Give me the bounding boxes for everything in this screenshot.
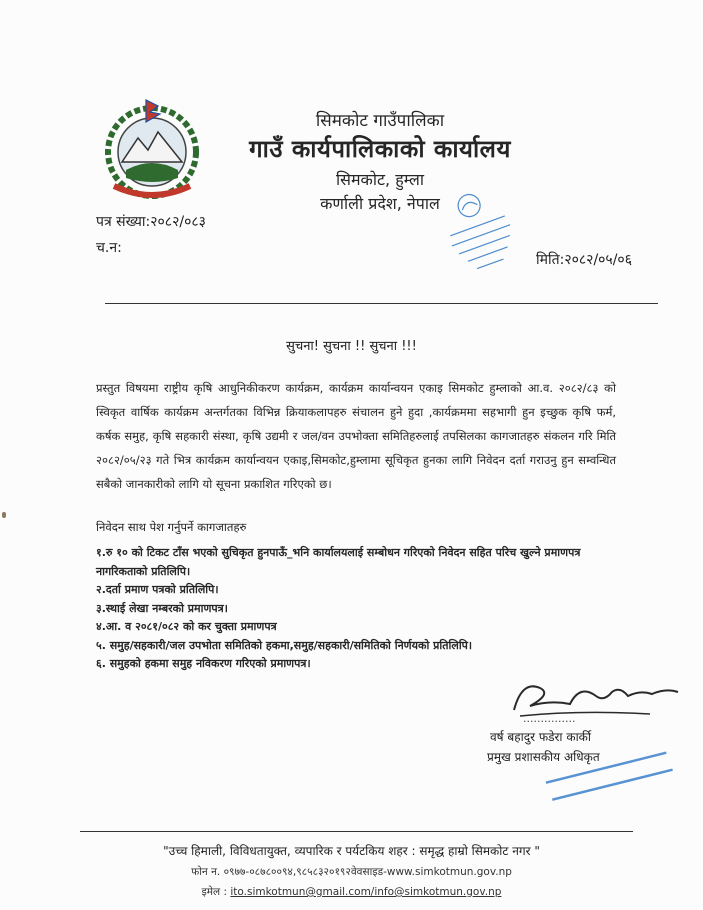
- list-item: ६. समुहको हकमा समुह नविकरण गरिएको प्रमाणपत्र।: [96, 657, 311, 670]
- municipality-name: सिमकोट गाउँपालिका: [315, 111, 445, 131]
- signature-line: ...............: [523, 712, 576, 725]
- nepal-emblem-icon: [96, 92, 208, 204]
- list-item: ४.आ. व २०८१/०८२ को कर चुक्ता प्रमाणपत्र: [96, 620, 277, 633]
- office-title: गाउँ कार्यपालिकाको कार्यालय: [249, 135, 511, 163]
- list-item: ५. समुह/सहकारी/जल उपभोता समितिको हकमा,समुह/सहकारी/समितिको निर्णयको प्रतिलिपि।: [96, 638, 473, 652]
- footer-slogan: "उच्च हिमाली, विविधतायुक्त, व्यपारिक र पर्यटकिय शहर : समृद्ध हाम्रो सिमकोट नगर ": [163, 844, 540, 858]
- footer-divider: [80, 831, 633, 832]
- documents-list: [96, 544, 616, 674]
- signatory-title: प्रमुख प्रशासकीय अधिकृत: [487, 750, 600, 764]
- office-address: सिमकोट, हुम्ला: [336, 170, 424, 189]
- province-line: कर्णाली प्रदेश, नेपाल: [320, 194, 440, 213]
- scan-mark: [2, 512, 6, 518]
- footer-phone-website: फोन न. ०९७७-०८७८००९४,९८५८३२०१९२वेवसाइड-www.simkotmun.gov.np: [191, 866, 512, 878]
- reference-number: च.न:: [96, 240, 122, 256]
- footer-email-line: [0, 885, 703, 899]
- notice-title: सुचना! सुचना !! सुचना !!!: [286, 339, 417, 354]
- documents-heading: निवेदन साथ पेश गर्नुपर्ने कागजातहरु: [96, 520, 247, 534]
- list-item: ३.स्थाई लेखा नम्बरको प्रमाणपत्र।: [96, 601, 228, 615]
- office-seal-stamp-icon: [430, 182, 526, 278]
- letter-number: पत्र संख्या:२०८२/०८३: [96, 214, 206, 230]
- email-link[interactable]: ito.simkotmun@gmail.com/info@simkotmun.gov.np: [230, 886, 502, 898]
- signatory-name: वर्ष बहादुर फडेरा कार्की: [490, 730, 591, 744]
- name-stamp-icon: [540, 745, 680, 805]
- list-item: १.रु १० को टिकट टाँस भएको सुचिकृत हुनपाऊँ_भनि कार्यालयलाई सम्बोधन गरिएको निवेदन सहित परिच खुल्ने प्रमाणपत्र नागरिकताको प्रतिलिपि।: [96, 546, 581, 578]
- email-label: इमेल :: [201, 886, 228, 898]
- letter-date: मिति:२०८२/०५/०६: [536, 252, 632, 268]
- list-item: २.दर्ता प्रमाण पत्रको प्रतिलिपि।: [96, 583, 219, 596]
- notice-body: प्रस्तुत विषयमा राष्ट्रीय कृषि आधुनिकीकरण कार्यक्रम, कार्यक्रम कार्यान्वयन एकाइ सिमकोट हुम्लाको आ.व. २०८२/८३ को स्विकृत वार्षिक कार्यक्रम अन्तर्गतका विभिन्न क्रियाकलापहरु संचालन हुने हुदा ,कार्यक्रममा सहभागी हुन इच्छुक कृषि फर्म, कर्षक समुह, कृषि सहकारी संस्था, कृषि उद्यमी र जल/वन उपभोक्ता समितिहरुलाई तपसिलका कागजातहरु संकलन गरि मिति २०८२/०५/२३ गते भित्र कार्यक्रम कार्यान्वयन एकाइ,सिमकोट,हुम्लामा सूचिकृत हुनका लागि निवेदन दर्ता गराउनु हुन सम्वन्धित सबैको जानकारीको लागि यो सूचना प्रकाशित गरिएको छ।: [96, 381, 616, 491]
- header-divider: [105, 303, 658, 304]
